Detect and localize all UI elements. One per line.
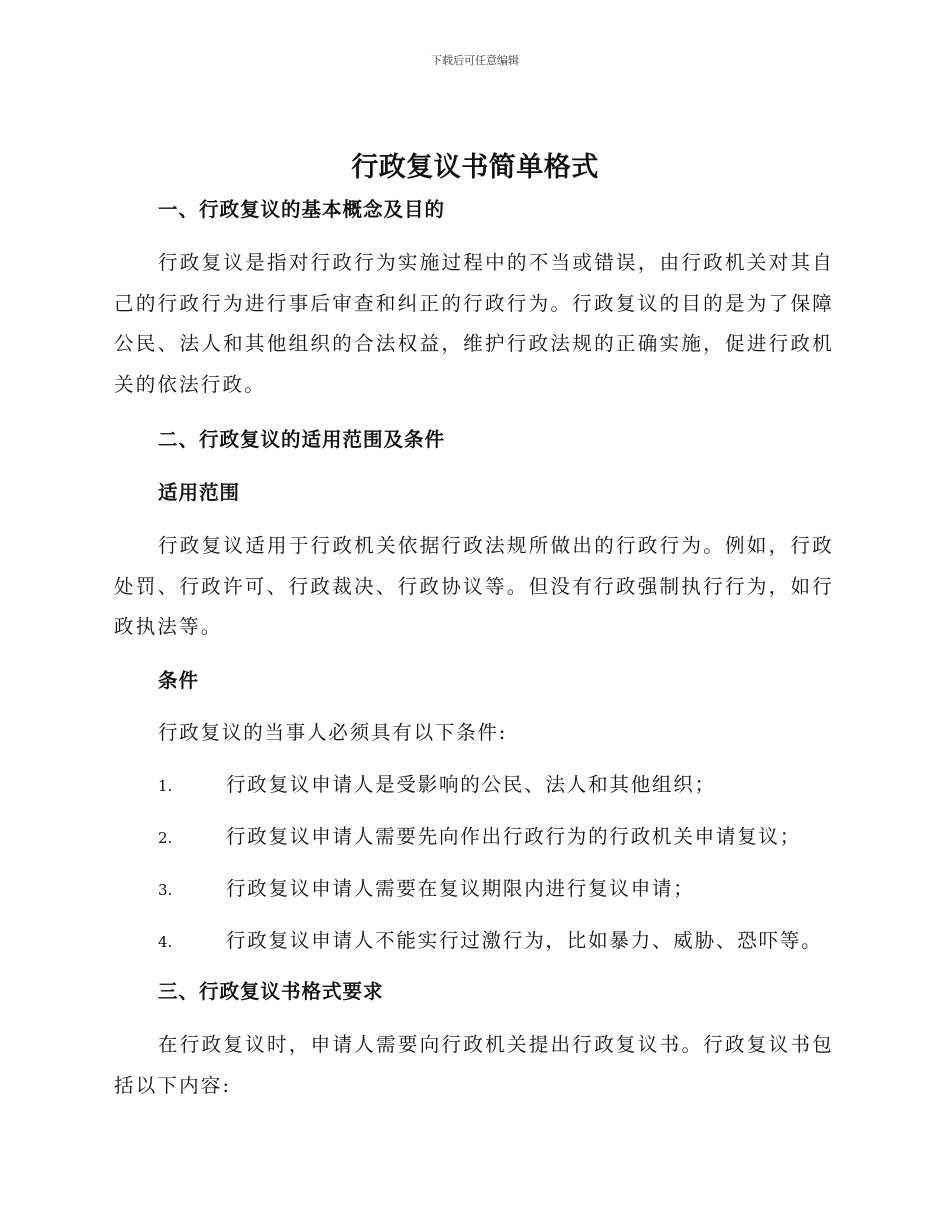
condition-text: 行政复议申请人需要先向作出行政行为的行政机关申请复议； [226,825,802,848]
document-title: 行政复议书简单格式 [351,152,599,183]
condition-text: 行政复议申请人不能实行过激行为，比如暴力、威胁、恐吓等。 [226,929,823,952]
conditions-intro: 行政复议的当事人必须具有以下条件: [158,721,508,744]
condition-item-4 [114,927,834,956]
condition-item-3 [114,875,834,904]
condition-number: 3. [158,881,173,899]
conditions-subheading: 条件 [158,669,200,692]
condition-item-2 [114,823,834,852]
condition-text: 行政复议申请人是受影响的公民、法人和其他组织； [226,773,716,796]
condition-number: 4. [158,933,173,951]
condition-number: 2. [158,829,173,847]
condition-number: 1. [158,777,173,795]
page-header-note: 下载后可任意编辑 [431,54,519,67]
condition-item-1 [114,771,834,800]
section1-paragraph: 行政复议是指对行政行为实施过程中的不当或错误，由行政机关对其自己的行政行为进行事后审查和纠正的行政行为。行政复议的目的是为了保障公民、法人和其他组织的合法权益，维护行政法规的正确实施，促进行政机关的依法行政。 [114,251,834,396]
section3-heading: 三、行政复议书格式要求 [158,980,384,1003]
scope-paragraph: 行政复议适用于行政机关依据行政法规所做出的行政行为。例如，行政处罚、行政许可、行政裁决、行政协议等。但没有行政强制执行行为，如行政执法等。 [114,534,834,638]
section1-heading: 一、行政复议的基本概念及目的 [158,198,446,221]
section2-heading: 二、行政复议的适用范围及条件 [158,428,446,451]
scope-subheading: 适用范围 [158,481,241,504]
condition-text: 行政复议申请人需要在复议期限内进行复议申请； [226,877,695,900]
section3-paragraph: 在行政复议时，申请人需要向行政机关提出行政复议书。行政复议书包括以下内容: [114,1033,834,1097]
